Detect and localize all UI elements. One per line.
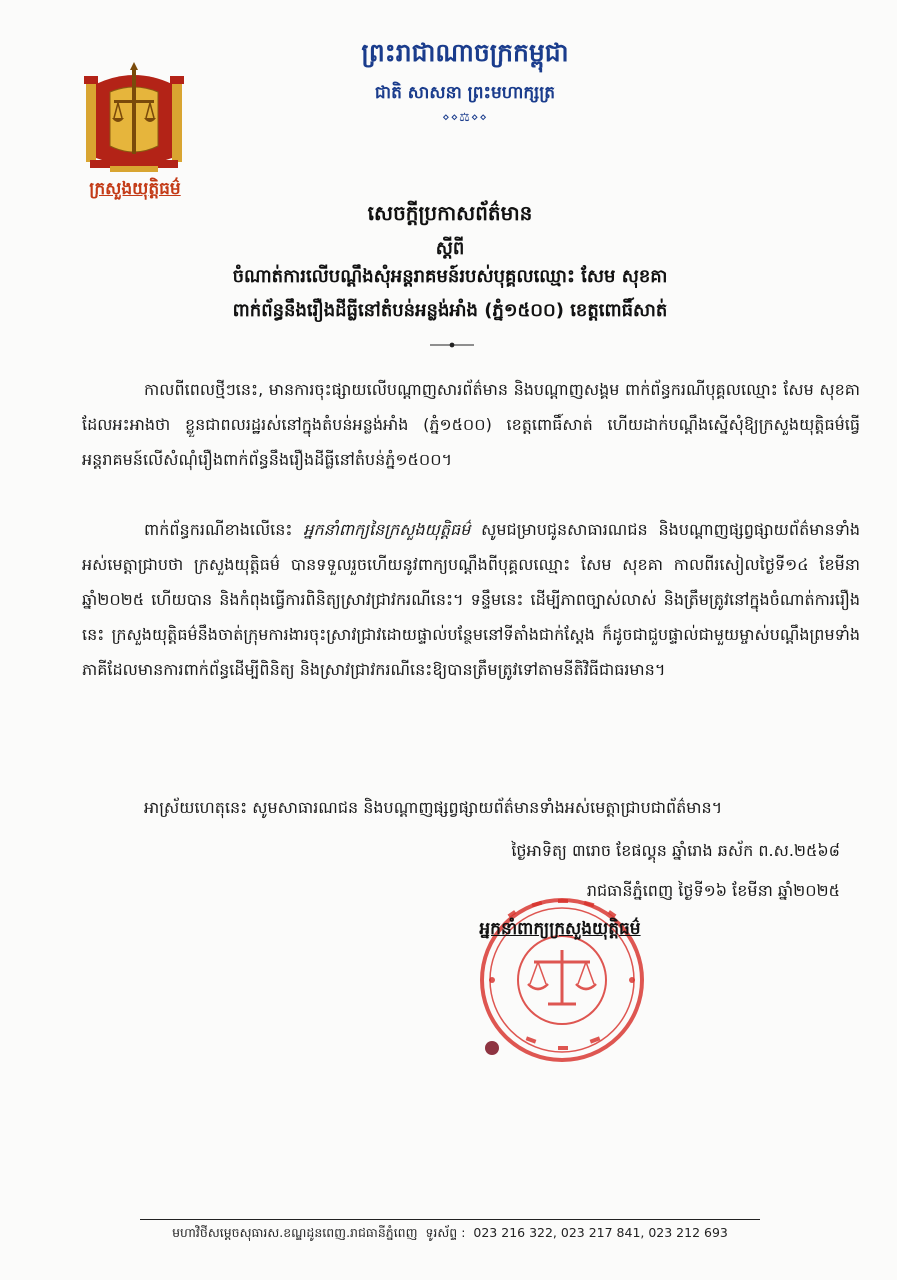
- body-paragraph-3: អាស្រ័យហេតុនេះ សូមសាធារណជន និងបណ្តាញផ្សព្វផ្សាយព័ត៌មានទាំងអស់មេត្តាជ្រាបជាព័ត៌មាន។: [144, 798, 723, 817]
- paragraph-2-lead: ពាក់ព័ន្ធករណីខាងលើនេះ: [144, 520, 304, 539]
- lunar-date: ថ្ងៃអាទិត្យ ៣រោច ខែផល្គុន ឆ្នាំរោង ឆស័ក ព.ស.២៥៦៨: [511, 841, 840, 860]
- ministry-emblem-icon: [80, 62, 188, 174]
- paragraph-2-rest: សូមជម្រាបជូនសាធារណជន និងបណ្តាញផ្សព្វផ្សាយព័ត៌មានទាំងអស់មេត្តាជ្រាបថា ក្រសួងយុត្តិធម៌ បានទទួលរួចហើយនូវពាក្យបណ្តឹងពីបុគ្គលឈ្មោះ សែម សុខគា កាលពីរសៀលថ្ងៃទី១៤ ខែមីនា ឆ្នាំ២០២៥ ហើយបាន និងកំពុងធ្វើការពិនិត្យស្រាវជ្រាវករណីនេះ។ ទន្ទឹមនេះ ដើម្បីភាពច្បាស់លាស់ និងត្រឹមត្រូវនៅក្នុងចំណាត់ការរឿងនេះ ក្រសួងយុត្តិធម៌នឹងចាត់ក្រុមការងារចុះស្រាវជ្រាវដោយផ្ទាល់បន្ថែមនៅទីតាំងជាក់ស្តែង ក៏ដូចជាជួបផ្ទាល់ជាមួយម្ចាស់បណ្តឹងព្រមទាំងភាគីដែលមានការពាក់ព័ន្ធដើម្បីពិនិត្យ និងស្រាវជ្រាវករណីនេះឱ្យបានត្រឹមត្រូវទៅតាមនីតិវិធីជាធរមាន។: [82, 520, 861, 679]
- subject-line-2: ពាក់ព័ន្ធនឹងរឿងដីធ្លីនៅតំបន់អន្លង់អាំង (ភ្នំ១៥០០) ខេត្តពោធិ៍សាត់: [232, 300, 668, 321]
- footer-phones: 023 216 322, 023 217 841, 023 212 693: [473, 1225, 728, 1240]
- footer-phone-label: ទូរស័ព្ទ :: [425, 1225, 466, 1240]
- footer-contact: [130, 1225, 770, 1244]
- signer-title: អ្នកនាំពាក្យក្រសួងយុត្តិធម៌: [479, 919, 641, 939]
- title-about: ស្តីពី: [435, 238, 465, 259]
- solar-date-place: រាជធានីភ្នំពេញ ថ្ងៃទី១៦ ខែមីនា ឆ្នាំ២០២៥: [586, 881, 840, 900]
- subject-line-1: ចំណាត់ការលើបណ្តឹងសុំអន្តរាគមន៍របស់បុគ្គលឈ្មោះ សែម សុខគា: [232, 266, 668, 287]
- official-seal-stamp-icon: [462, 888, 662, 1064]
- title-divider-ornament: [430, 342, 474, 348]
- footer-address: មហាវិថីសម្តេចសុធារស.ខណ្ឌដូនពេញ.រាជធានីភ្នំពេញ: [172, 1225, 418, 1240]
- body-paragraph-2: [82, 512, 860, 687]
- document-type-title: សេចក្តីប្រកាសព័ត៌មាន: [367, 201, 533, 225]
- footer-divider: [140, 1219, 760, 1220]
- header-ornament: ⋄⋄⚖⋄⋄: [442, 110, 488, 124]
- national-motto: ជាតិ សាសនា ព្រះមហាក្សត្រ: [374, 83, 556, 103]
- ministry-name-label: ក្រសួងយុត្តិធម៌: [89, 179, 181, 199]
- body-paragraph-1: កាលពីពេលថ្មីៗនេះ, មានការចុះផ្សាយលើបណ្តាញសារព័ត៌មាន និងបណ្តាញសង្គម ពាក់ព័ន្ធករណីបុគ្គលឈ្មោះ សែម សុខគា ដែលអះអាងថា ខ្លួនជាពលរដ្ឋរស់នៅក្នុងតំបន់អន្លង់អាំង (ភ្នំ១៥០០) ខេត្តពោធិ៍សាត់ ហើយដាក់បណ្តឹងស្នើសុំឱ្យក្រសួងយុត្តិធម៌ធ្វើអន្តរាគមន៍លើសំណុំរឿងពាក់ព័ន្ធនឹងរឿងដីធ្លីនៅតំបន់ភ្នំ១៥០០។: [82, 380, 860, 469]
- spokesperson-reference: អ្នកនាំពាក្យនៃក្រសួងយុត្តិធម៌: [303, 520, 471, 539]
- kingdom-heading: ព្រះរាជាណាចក្រកម្ពុជា: [361, 38, 569, 67]
